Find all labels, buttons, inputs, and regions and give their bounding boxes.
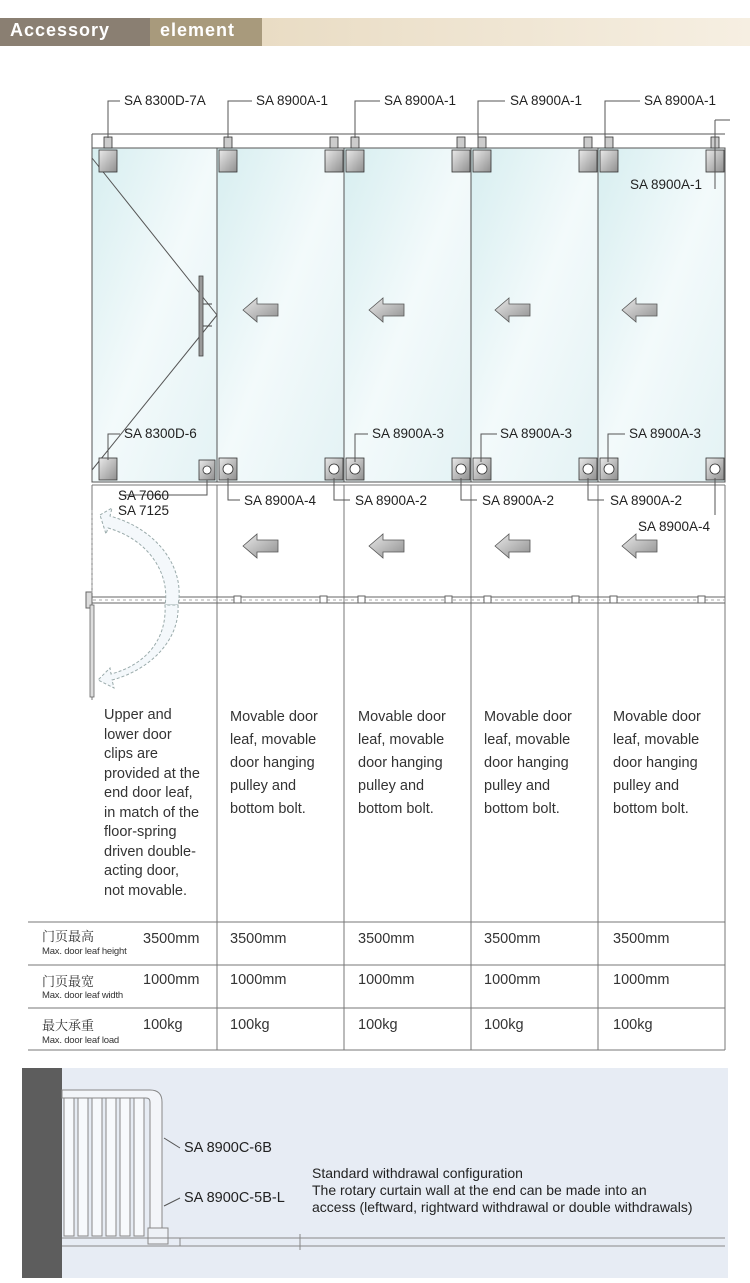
description-leaf-3 — [484, 706, 572, 821]
spec-value: 3500mm — [230, 931, 287, 947]
desc-line: pulley and — [484, 778, 551, 794]
desc-line: lower door — [104, 726, 172, 743]
desc-line: Upper and — [104, 707, 172, 723]
label-bolt-3: SA 8900A-3 — [629, 426, 702, 441]
description-leaf-4 — [613, 706, 701, 821]
header-title-element: element — [160, 20, 236, 40]
label-bottom-2: SA 8900C-5B-L — [184, 1190, 285, 1206]
spec-value: 3500mm — [484, 931, 541, 947]
desc-line: leaf, movable — [613, 732, 700, 748]
label-guide-2: SA 8900A-2 — [355, 493, 428, 508]
spec-value: 3500mm — [613, 931, 670, 947]
desc-line: leaf, movable — [358, 732, 445, 748]
description-leaf-2 — [358, 706, 446, 821]
door-handle — [199, 276, 203, 356]
desc-line: pulley and — [613, 778, 680, 794]
desc-line: clips are — [104, 746, 158, 762]
desc-line: bottom bolt. — [230, 801, 306, 817]
label-bolt-2: SA 8900A-3 — [500, 426, 573, 441]
desc-line: pulley and — [230, 778, 297, 794]
withdrawal-text-1: Standard withdrawal configuration — [312, 1165, 523, 1181]
spec-value: 100kg — [230, 1017, 270, 1033]
spec-width-en: Max. door leaf width — [42, 990, 124, 1001]
desc-line: end door leaf, — [104, 785, 193, 801]
label-hanger-4: SA 8900A-1 — [644, 93, 717, 108]
desc-line: door hanging — [484, 755, 569, 771]
spec-value: 100kg — [143, 1017, 183, 1033]
spec-value: 100kg — [613, 1017, 653, 1033]
spec-value: 3500mm — [358, 931, 415, 947]
spec-load-cn: 最大承重 — [42, 1018, 95, 1033]
label-hanger-2: SA 8900A-1 — [384, 93, 457, 108]
desc-line: door hanging — [230, 755, 315, 771]
desc-line: in match of the — [104, 804, 200, 821]
label-hinge-bottom: SA 8300D-6 — [124, 426, 197, 441]
label-guide-1: SA 8900A-4 — [244, 493, 317, 508]
desc-line: bottom bolt. — [484, 801, 560, 817]
spec-value: 1000mm — [358, 972, 415, 988]
spec-value: 100kg — [484, 1017, 524, 1033]
desc-line: not movable. — [104, 882, 188, 899]
spec-height-cn: 门页最高 — [42, 929, 95, 944]
desc-line: door hanging — [358, 755, 443, 771]
spec-value: 1000mm — [143, 972, 200, 988]
label-guide-5: SA 8900A-4 — [638, 519, 711, 534]
plan-track — [86, 592, 725, 608]
label-hanger-3: SA 8900A-1 — [510, 93, 583, 108]
desc-line: Movable door — [358, 709, 446, 725]
withdrawal-text-2: The rotary curtain wall at the end can be made into an — [312, 1182, 647, 1198]
spec-value: 1000mm — [613, 972, 670, 988]
label-hinge-top: SA 8300D-7A — [124, 93, 206, 108]
move-arrows-lower — [243, 534, 657, 558]
desc-line: provided at the — [104, 765, 200, 782]
desc-line: Movable door — [484, 709, 572, 725]
spec-value: 100kg — [358, 1017, 398, 1033]
spec-value: 3500mm — [143, 931, 200, 947]
description-end-leaf — [104, 706, 216, 901]
spec-width-cn: 门页最宽 — [42, 974, 95, 989]
description-leaf-1 — [230, 706, 318, 821]
label-floor-2: SA 7125 — [118, 503, 170, 518]
label-floor-1: SA 7060 — [118, 488, 170, 503]
withdrawal-text-3: access (leftward, rightward withdrawal or double withdrawals) — [312, 1199, 693, 1215]
desc-line: pulley and — [358, 778, 425, 794]
label-bolt-1: SA 8900A-3 — [372, 426, 445, 441]
desc-line: Movable door — [613, 709, 701, 725]
desc-line: leaf, movable — [484, 732, 571, 748]
desc-line: leaf, movable — [230, 732, 317, 748]
desc-line: driven double- — [104, 843, 196, 860]
spec-height-en: Max. door leaf height — [42, 946, 127, 957]
desc-line: door hanging — [613, 755, 698, 771]
label-guide-4: SA 8900A-2 — [610, 493, 683, 508]
spec-value: 1000mm — [484, 972, 541, 988]
spec-value: 1000mm — [230, 972, 287, 988]
swing-arc — [98, 508, 179, 688]
label-bottom-1: SA 8900C-6B — [184, 1140, 272, 1156]
label-hanger-1: SA 8900A-1 — [256, 93, 329, 108]
desc-line: bottom bolt. — [613, 801, 689, 817]
label-hanger-5: SA 8900A-1 — [630, 177, 703, 192]
spec-load-en: Max. door leaf load — [42, 1035, 119, 1046]
desc-line: bottom bolt. — [358, 801, 434, 817]
header-title-accessory: Accessory — [10, 20, 111, 40]
label-guide-3: SA 8900A-2 — [482, 493, 555, 508]
desc-line: floor-spring — [104, 824, 177, 840]
desc-line: acting door, — [104, 863, 179, 879]
desc-line: Movable door — [230, 709, 318, 725]
